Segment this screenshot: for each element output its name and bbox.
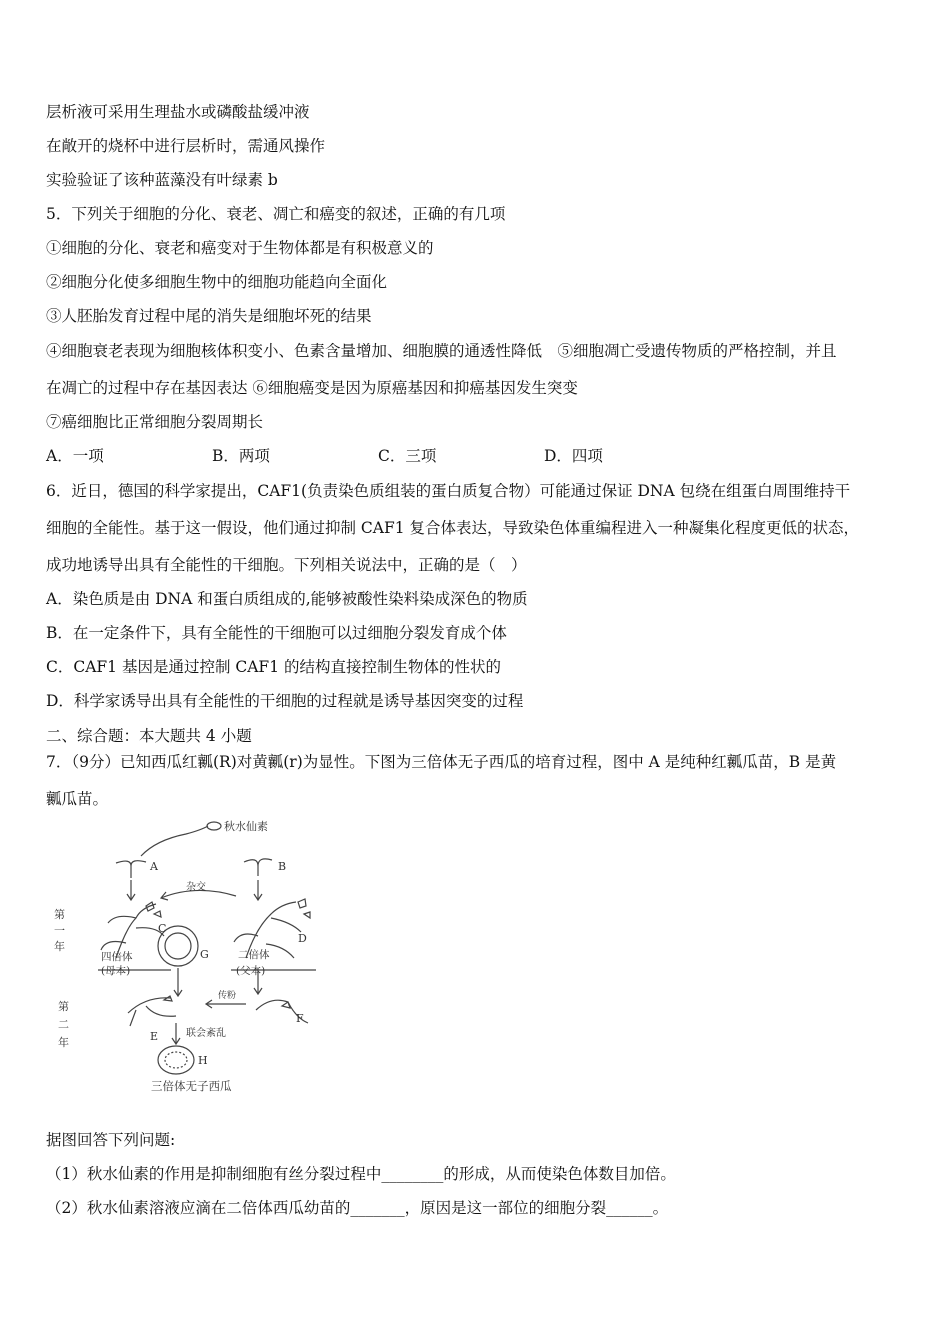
label-colchicine: 秋水仙素: [224, 820, 268, 833]
q6-stem-line-2: 细胞的全能性。基于这一假设，他们通过抑制 CAF1 复合体表达，导致染色体重编程进入一种凝集化程度更低的状态，: [46, 519, 860, 537]
q5-statement-4-5: ④细胞衰老表现为细胞核体积变小、色素含量增加、细胞膜的通透性降低 ⑤细胞凋亡受遗传物质的严格控制，并且: [46, 342, 837, 360]
q6-option-c: C．CAF1 基因是通过控制 CAF1 的结构直接控制生物体的性状的: [46, 658, 501, 676]
arrow-down-icon: [127, 880, 135, 900]
label-year1-a: 第: [54, 908, 65, 921]
label-b: B: [278, 860, 287, 873]
q6-stem-line-3: 成功地诱导出具有全能性的干细胞。下列相关说法中，正确的是（ ）: [46, 556, 527, 574]
label-f: F: [296, 1012, 304, 1025]
fruit-h-inner-icon: [165, 1052, 187, 1068]
q5-options: [46, 446, 603, 466]
label-year1-b: 一: [54, 924, 65, 937]
label-diploid: 二倍体: [238, 949, 270, 961]
fruit-h-outer-icon: [158, 1046, 194, 1074]
q7-subquestion-1: （1）秋水仙素的作用是抑制细胞有丝分裂过程中________的形成，从而使染色体数目加倍。: [46, 1165, 676, 1183]
label-caption: 三倍体无子西瓜: [151, 1079, 232, 1093]
pollination-arrow-icon: [206, 1000, 246, 1008]
q5-option-a: A．一项: [46, 447, 104, 465]
q4-option-d: 实验验证了该种蓝藻没有叶绿素 b: [46, 171, 278, 189]
q5-statement-3: ③人胚胎发育过程中尾的消失是细胞坏死的结果: [46, 307, 372, 325]
label-year1-c: 年: [54, 940, 65, 953]
q7-stem-line-2: 瓤瓜苗。: [46, 790, 109, 808]
fruit-g-inner-icon: [165, 933, 191, 959]
seedling-b-icon: [244, 859, 272, 876]
q5-stem: 5．下列关于细胞的分化、衰老、凋亡和癌变的叙述，正确的有几项: [46, 205, 506, 223]
label-year2-b: 二: [58, 1018, 69, 1031]
q5-statement-7: ⑦癌细胞比正常细胞分裂周期长: [46, 413, 264, 431]
plant-e-icon: [128, 996, 176, 1026]
label-mother: (母本): [101, 965, 131, 977]
q4-option-c: 在敞开的烧杯中进行层析时，需通风操作: [46, 137, 326, 155]
flower-d-icon: [298, 899, 310, 918]
arrow-down-icon: [174, 968, 182, 996]
label-synapsis: 联会紊乱: [186, 1028, 226, 1039]
label-pollination: 传粉: [218, 991, 237, 1001]
label-tetraploid: 四倍体: [101, 951, 133, 963]
q5-statement-1: ①细胞的分化、衰老和癌变对于生物体都是有积极意义的: [46, 239, 434, 257]
q6-option-d: D．科学家诱导出具有全能性的干细胞的过程就是诱导基因突变的过程: [46, 692, 524, 710]
q5-option-b: B．两项: [212, 447, 270, 465]
watermelon-breeding-diagram: [46, 818, 346, 1098]
label-g: G: [200, 948, 209, 961]
label-year2-a: 第: [58, 1000, 69, 1013]
q6-stem-line-1: 6．近日，德国的科学家提出，CAF1(负责染色质组装的蛋白质复合物）可能通过保证 DNA 包绕在组蛋白周围维持干: [46, 482, 851, 500]
label-father: (父本): [236, 965, 266, 977]
q5-statement-2: ②细胞分化使多细胞生物中的细胞功能趋向全面化: [46, 273, 388, 291]
q6-option-b: B．在一定条件下，具有全能性的干细胞可以过细胞分裂发育成个体: [46, 624, 507, 642]
q5-option-d: D．四项: [544, 447, 603, 465]
label-d: D: [298, 932, 307, 945]
arrow-down-icon: [172, 1023, 180, 1044]
q7-subquestion-2: （2）秋水仙素溶液应滴在二倍体西瓜幼苗的_______，原因是这一部位的细胞分裂______。: [46, 1199, 669, 1217]
label-h: H: [198, 1054, 208, 1067]
q7-stem-line-1: 7．（9分）已知西瓜红瓤(R)对黄瓤(r)为显性。下图为三倍体无子西瓜的培育过程，图中 A 是纯种红瓤瓜苗，B 是黄: [46, 753, 837, 771]
label-year2-c: 年: [58, 1036, 69, 1049]
q6-option-a: A．染色质是由 DNA 和蛋白质组成的,能够被酸性染料染成深色的物质: [46, 590, 528, 608]
plant-c-icon: [101, 904, 167, 958]
label-a: A: [150, 860, 158, 873]
q5-option-c: C．三项: [378, 447, 437, 465]
q4-option-b: 层析液可采用生理盐水或磷酸盐缓冲液: [46, 103, 310, 121]
q5-statement-5-6: 在凋亡的过程中存在基因表达 ⑥细胞癌变是因为原癌基因和抑癌基因发生突变: [46, 379, 578, 397]
q7-prompt: 据图回答下列问题:: [46, 1131, 176, 1149]
section-heading: 二、综合题：本大题共 4 小题: [46, 727, 252, 745]
seedling-a-icon: [116, 861, 146, 878]
label-c: C: [158, 922, 167, 935]
dropper-tube-icon: [141, 826, 208, 856]
dropper-bulb-icon: [207, 822, 221, 830]
arrow-down-icon: [254, 880, 262, 900]
label-cross: 杂交: [186, 882, 206, 893]
label-e: E: [150, 1030, 159, 1043]
